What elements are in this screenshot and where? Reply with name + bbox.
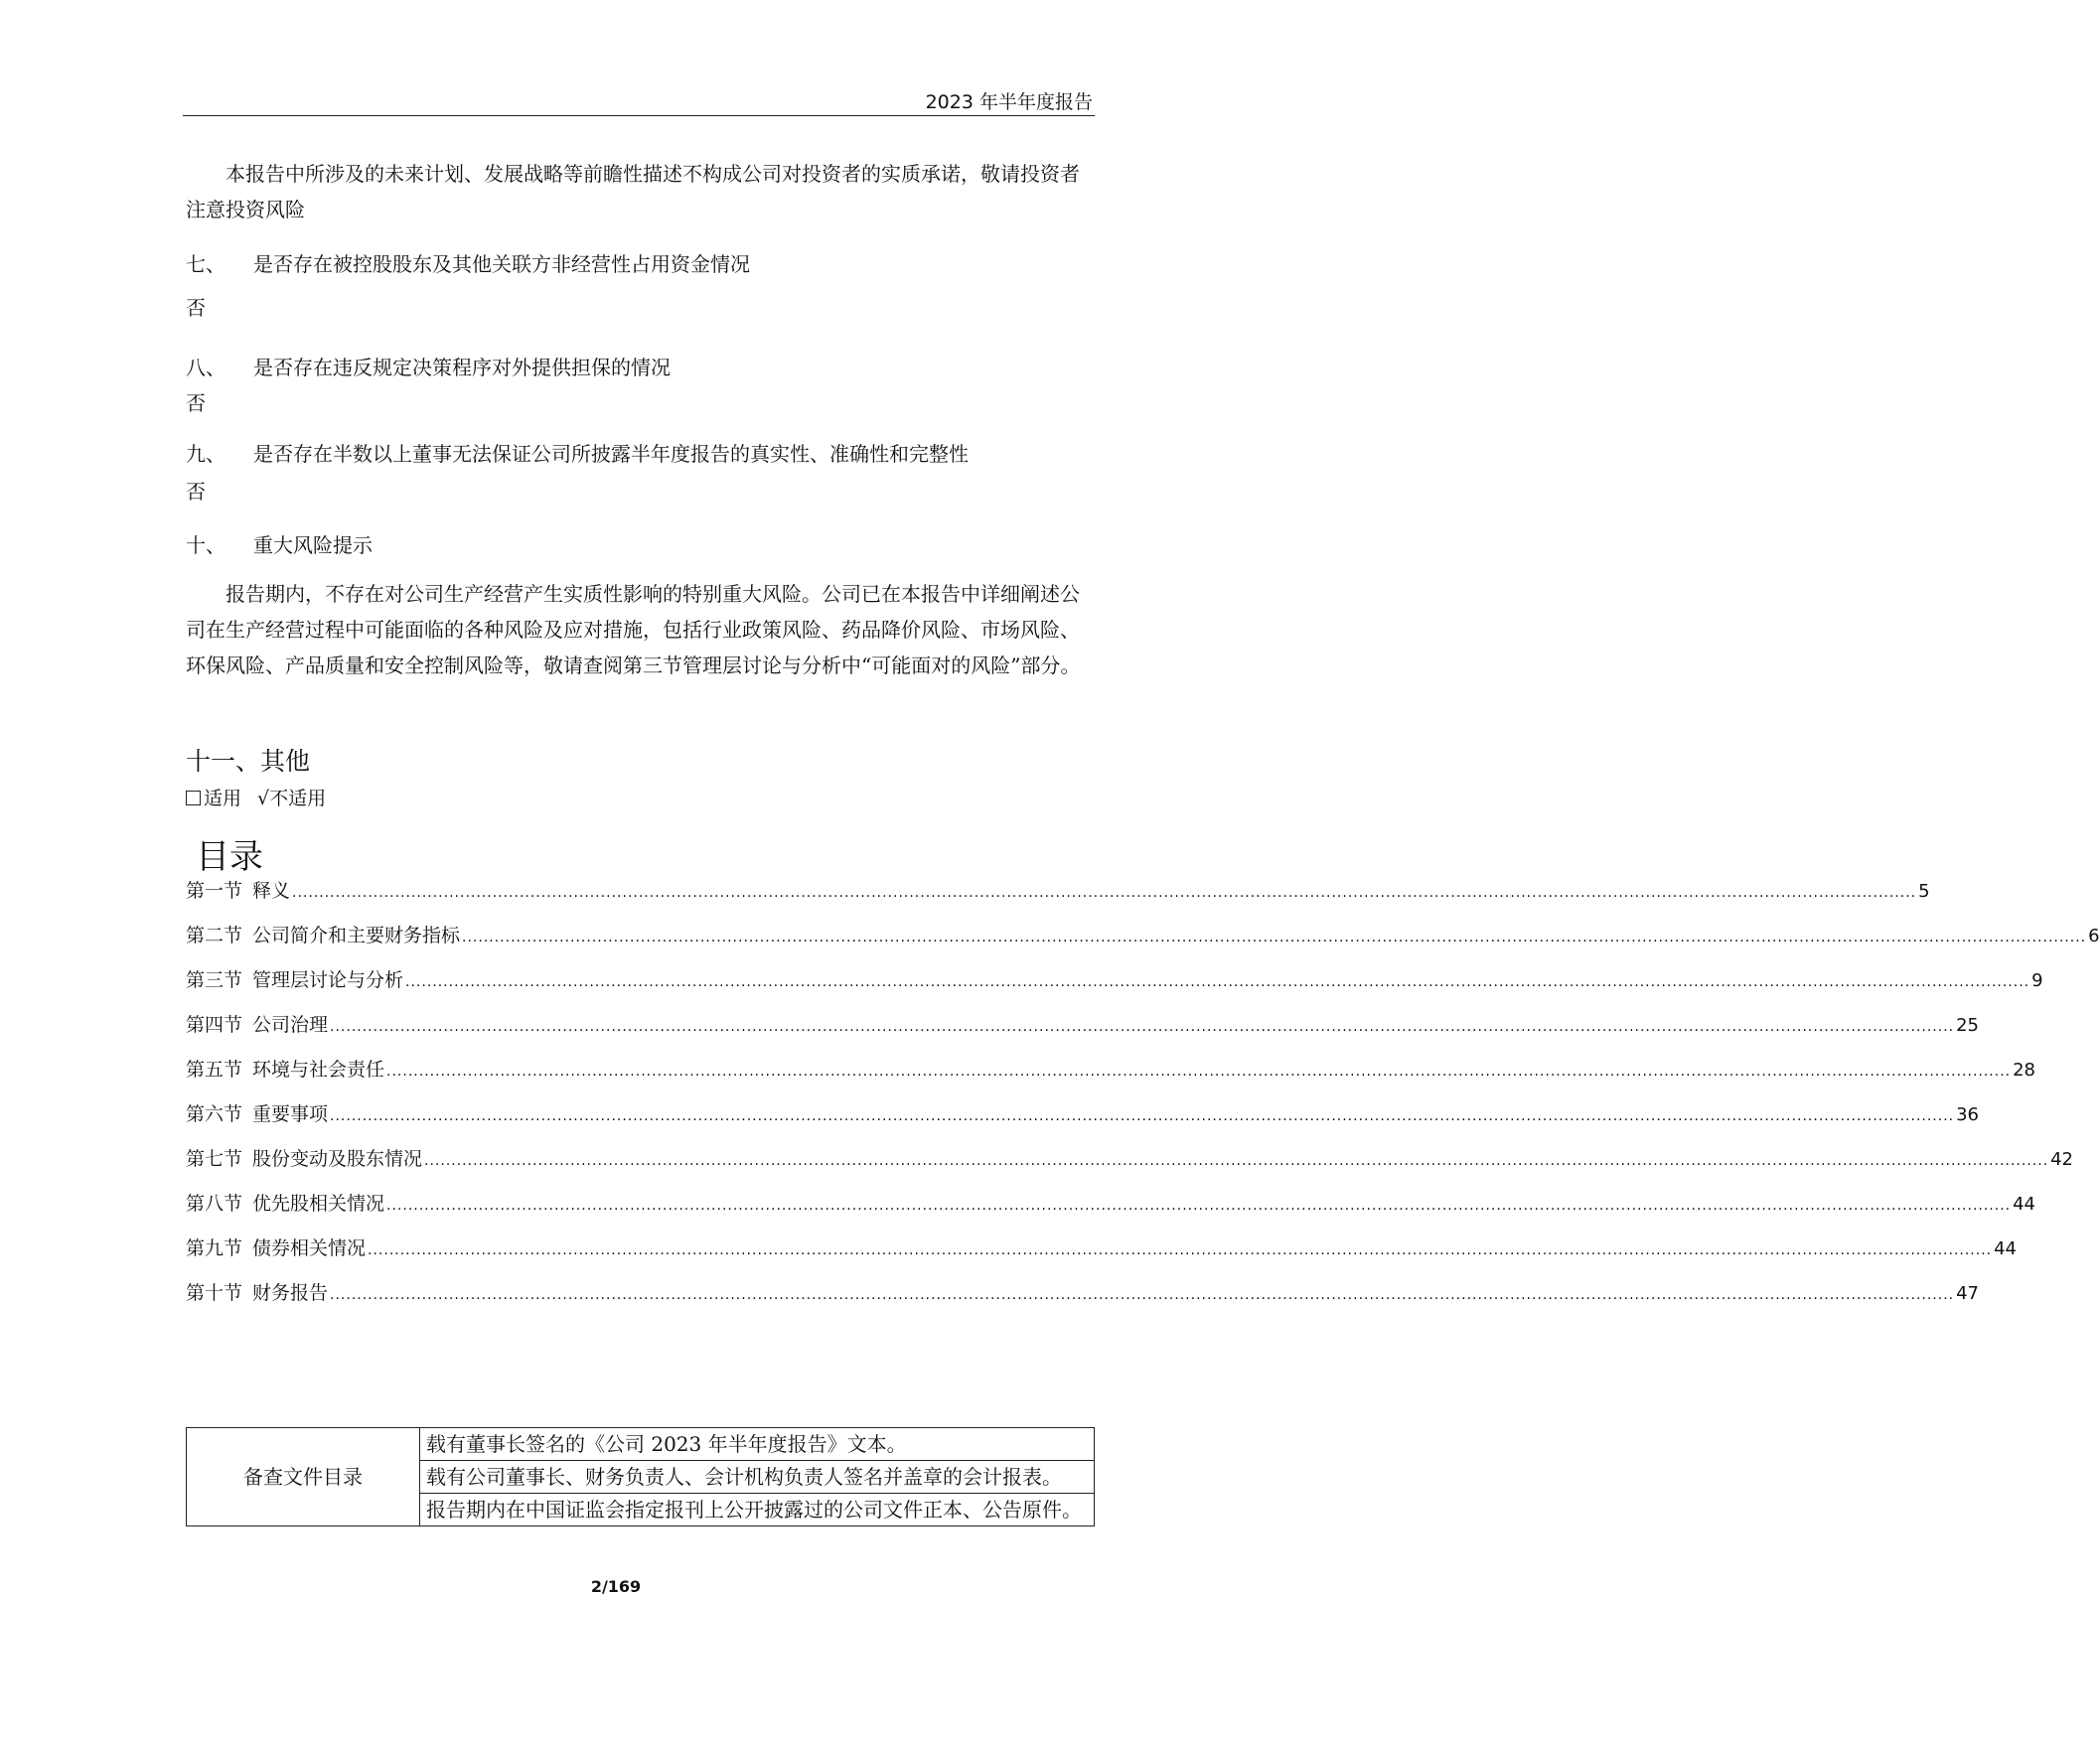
section-9-heading bbox=[186, 440, 969, 468]
reference-doc-3: 报告期内在中国证监会指定报刊上公开披露过的公司文件正本、公告原件。 bbox=[420, 1494, 1095, 1526]
toc-title: 目录 bbox=[196, 837, 263, 877]
table-of-contents bbox=[186, 876, 2100, 1323]
toc-leader-dots: ............................................................................................................................................................................................................................................................................................................ bbox=[424, 1153, 2049, 1169]
toc-page-number: 9 bbox=[2031, 970, 2043, 991]
applicability-options bbox=[186, 785, 326, 812]
toc-section-number: 第七节 bbox=[186, 1148, 243, 1170]
reference-documents-table bbox=[186, 1427, 1095, 1526]
toc-leader-dots: ............................................................................................................................................................................................................................................................................................................ bbox=[462, 930, 2087, 945]
toc-leader-dots: ............................................................................................................................................................................................................................................................................................................ bbox=[330, 1108, 1955, 1124]
toc-section-number: 第四节 bbox=[186, 1014, 243, 1036]
toc-leader-dots: ............................................................................................................................................................................................................................................................................................................ bbox=[330, 1287, 1955, 1303]
toc-section-number: 第二节 bbox=[186, 925, 243, 946]
toc-entry[interactable] bbox=[186, 1278, 1979, 1323]
section-8-title: 是否存在违反规定决策程序对外提供担保的情况 bbox=[253, 356, 671, 379]
toc-leader-dots: ............................................................................................................................................................................................................................................................................................................ bbox=[386, 1198, 2012, 1214]
section-9-title: 是否存在半数以上董事无法保证公司所披露半年度报告的真实性、准确性和完整性 bbox=[253, 442, 969, 466]
toc-entry[interactable] bbox=[186, 1234, 2017, 1278]
toc-leader-dots: ............................................................................................................................................................................................................................................................................................................ bbox=[330, 1019, 1955, 1035]
toc-entry[interactable] bbox=[186, 921, 2100, 965]
section-10-number: 十、 bbox=[186, 533, 225, 557]
toc-entry[interactable] bbox=[186, 1144, 2073, 1189]
toc-section-number: 第十节 bbox=[186, 1282, 243, 1304]
toc-section-name: 环境与社会责任 bbox=[252, 1059, 385, 1081]
toc-leader-dots: ............................................................................................................................................................................................................................................................................................................ bbox=[368, 1242, 1993, 1258]
header-rule bbox=[183, 115, 1095, 116]
reference-doc-1: 载有董事长签名的《公司 2023 年半年度报告》文本。 bbox=[420, 1428, 1095, 1461]
toc-entry[interactable] bbox=[186, 1055, 2035, 1099]
toc-section-name: 释义 bbox=[252, 880, 291, 902]
page-indicator: 2/169 bbox=[590, 1577, 642, 1596]
toc-entry[interactable] bbox=[186, 876, 1930, 921]
toc-section-name: 债券相关情况 bbox=[252, 1237, 367, 1259]
toc-section-name: 财务报告 bbox=[252, 1282, 329, 1304]
section-8-number: 八、 bbox=[186, 356, 225, 379]
section-7-number: 七、 bbox=[186, 252, 225, 276]
toc-entry[interactable] bbox=[186, 1189, 2035, 1234]
toc-page-number: 44 bbox=[2013, 1194, 2035, 1215]
intro-paragraph: 本报告中所涉及的未来计划、发展战略等前瞻性描述不构成公司对投资者的实质承诺，敬请投资者注意投资风险 bbox=[186, 162, 1080, 221]
section-11-title: 十一、其他 bbox=[186, 747, 311, 776]
section-8-heading bbox=[186, 354, 671, 381]
option-applicable: 适用 bbox=[204, 788, 242, 809]
toc-page-number: 6 bbox=[2088, 926, 2100, 946]
toc-section-name: 股份变动及股东情况 bbox=[252, 1148, 423, 1170]
toc-page-number: 42 bbox=[2050, 1149, 2073, 1170]
toc-section-name: 重要事项 bbox=[252, 1103, 329, 1125]
toc-leader-dots: ............................................................................................................................................................................................................................................................................................................ bbox=[386, 1064, 2012, 1080]
section-10-heading bbox=[186, 531, 373, 559]
option-not-applicable: 不适用 bbox=[269, 788, 327, 809]
toc-page-number: 25 bbox=[1956, 1015, 1979, 1036]
toc-section-number: 第九节 bbox=[186, 1237, 243, 1259]
unchecked-box-icon bbox=[186, 791, 201, 805]
toc-section-name: 管理层讨论与分析 bbox=[252, 969, 404, 991]
toc-section-number: 第五节 bbox=[186, 1059, 243, 1081]
toc-entry[interactable] bbox=[186, 965, 2043, 1010]
section-7-title: 是否存在被控股股东及其他关联方非经营性占用资金情况 bbox=[253, 252, 750, 276]
toc-section-number: 第三节 bbox=[186, 969, 243, 991]
toc-section-name: 公司简介和主要财务指标 bbox=[252, 925, 461, 946]
toc-section-number: 第六节 bbox=[186, 1103, 243, 1125]
toc-section-number: 第八节 bbox=[186, 1193, 243, 1215]
section-8-answer: 否 bbox=[186, 391, 206, 415]
section-10-title: 重大风险提示 bbox=[253, 533, 373, 557]
toc-page-number: 47 bbox=[1956, 1283, 1979, 1304]
toc-page-number: 5 bbox=[1918, 881, 1930, 902]
toc-page-number: 44 bbox=[1994, 1238, 2017, 1259]
section-7-answer: 否 bbox=[186, 296, 206, 320]
running-header: 2023 年半年度报告 bbox=[925, 91, 1093, 113]
section-10-body: 报告期内，不存在对公司生产经营产生实质性影响的特别重大风险。公司已在本报告中详细阐述公司在生产经营过程中可能面临的各种风险及应对措施，包括行业政策风险、药品降价风险、市场风险、环保风险、产品质量和安全控制风险等，敬请查阅第三节管理层讨论与分析中“可能面对的风险”部分。 bbox=[186, 582, 1081, 677]
reference-docs-label: 备查文件目录 bbox=[187, 1428, 420, 1526]
toc-section-name: 优先股相关情况 bbox=[252, 1193, 385, 1215]
toc-page-number: 36 bbox=[1956, 1104, 1979, 1125]
section-7-heading bbox=[186, 250, 750, 278]
reference-doc-2: 载有公司董事长、财务负责人、会计机构负责人签名并盖章的会计报表。 bbox=[420, 1461, 1095, 1494]
toc-page-number: 28 bbox=[2013, 1060, 2035, 1081]
toc-section-number: 第一节 bbox=[186, 880, 243, 902]
toc-leader-dots: ............................................................................................................................................................................................................................................................................................................ bbox=[292, 885, 1917, 901]
toc-entry[interactable] bbox=[186, 1010, 1979, 1055]
toc-entry[interactable] bbox=[186, 1099, 1979, 1144]
toc-section-name: 公司治理 bbox=[252, 1014, 329, 1036]
section-9-number: 九、 bbox=[186, 442, 225, 466]
check-mark-icon: √ bbox=[257, 788, 270, 809]
section-9-answer: 否 bbox=[186, 480, 206, 504]
toc-leader-dots: ............................................................................................................................................................................................................................................................................................................ bbox=[405, 974, 2030, 990]
